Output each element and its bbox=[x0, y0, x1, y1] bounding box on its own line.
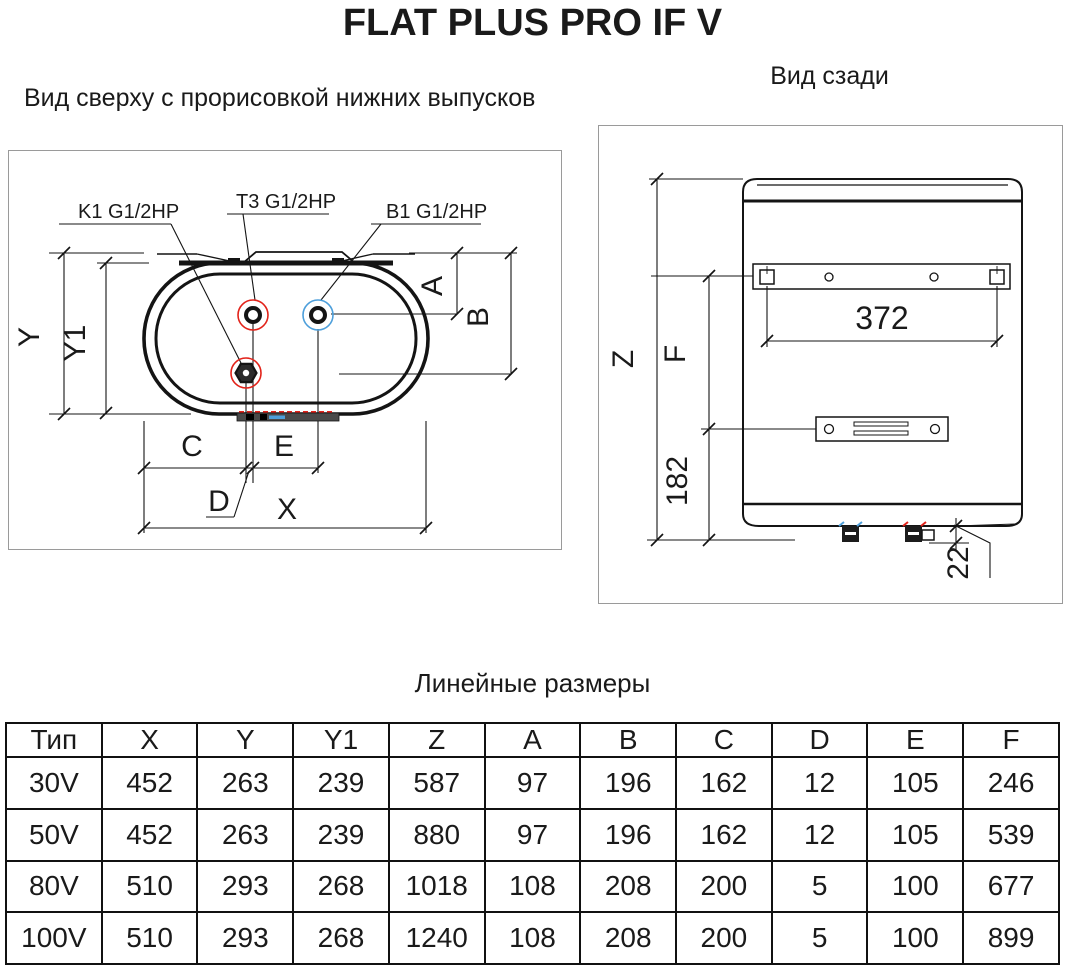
table-row bbox=[6, 912, 1059, 964]
dimension-value: 1018 bbox=[389, 861, 485, 913]
table-header-row bbox=[6, 723, 1059, 757]
dimension-value: 208 bbox=[580, 861, 676, 913]
dimension-value: 208 bbox=[580, 912, 676, 964]
dimension-value: 196 bbox=[580, 757, 676, 809]
dimension-value: 268 bbox=[293, 912, 389, 964]
column-header: A bbox=[485, 723, 581, 757]
column-header: B bbox=[580, 723, 676, 757]
dim-label-372: 372 bbox=[855, 300, 909, 336]
dimension-value: 452 bbox=[102, 757, 198, 809]
column-header: Z bbox=[389, 723, 485, 757]
dimension-value: 677 bbox=[963, 861, 1059, 913]
top-view-panel bbox=[8, 150, 562, 550]
port-label-t3: T3 G1/2HP bbox=[236, 191, 337, 213]
dimension-value: 196 bbox=[580, 809, 676, 861]
dimension-value: 239 bbox=[293, 757, 389, 809]
top-view-drawing bbox=[9, 151, 561, 549]
dimension-value: 246 bbox=[963, 757, 1059, 809]
dimension-value: 100 bbox=[867, 861, 963, 913]
dimension-value: 239 bbox=[293, 809, 389, 861]
dimension-ticks bbox=[651, 173, 1003, 549]
dimension-value: 105 bbox=[867, 809, 963, 861]
port-label-b1: B1 G1/2HP bbox=[386, 201, 488, 223]
dimension-value: 587 bbox=[389, 757, 485, 809]
column-header: Тип bbox=[6, 723, 102, 757]
dimension-value: 293 bbox=[197, 861, 293, 913]
dim-label-d: D bbox=[208, 485, 230, 518]
dim-label-x: X bbox=[276, 493, 298, 526]
dimension-value: 108 bbox=[485, 861, 581, 913]
dimension-value: 200 bbox=[676, 912, 772, 964]
dimension-value: 162 bbox=[676, 757, 772, 809]
tank-top-outline bbox=[144, 252, 428, 414]
row-type: 50V bbox=[6, 809, 102, 861]
pipe-fitting bbox=[922, 530, 934, 540]
row-type: 30V bbox=[6, 757, 102, 809]
column-header: Y1 bbox=[293, 723, 389, 757]
port-label-k1: K1 G1/2HP bbox=[78, 201, 180, 223]
column-header: C bbox=[676, 723, 772, 757]
dim-label-e: E bbox=[273, 430, 295, 463]
row-type: 80V bbox=[6, 861, 102, 913]
dim-label-y1: Y1 bbox=[59, 324, 92, 362]
dimension-value: 162 bbox=[676, 809, 772, 861]
dimension-value: 899 bbox=[963, 912, 1059, 964]
dimension-value: 97 bbox=[485, 809, 581, 861]
dimension-value: 200 bbox=[676, 861, 772, 913]
dimension-value: 105 bbox=[867, 757, 963, 809]
table-row bbox=[6, 757, 1059, 809]
dimension-value: 510 bbox=[102, 861, 198, 913]
dimensions-table bbox=[5, 722, 1060, 965]
dimension-value: 97 bbox=[485, 757, 581, 809]
dimension-value: 452 bbox=[102, 809, 198, 861]
rear-view-dimension-lines bbox=[647, 173, 1015, 578]
dimension-value: 880 bbox=[389, 809, 485, 861]
top-view-caption: Вид сверху с прорисовкой нижних выпусков bbox=[24, 84, 536, 112]
dimension-value: 1240 bbox=[389, 912, 485, 964]
dim-label-f: F bbox=[659, 344, 692, 364]
table-row bbox=[6, 809, 1059, 861]
dim-label-b: B bbox=[462, 306, 495, 328]
dimension-value: 268 bbox=[293, 861, 389, 913]
upper-mounting-bracket bbox=[753, 264, 1010, 289]
column-header: X bbox=[102, 723, 198, 757]
dimension-value: 263 bbox=[197, 757, 293, 809]
dim-label-c: C bbox=[181, 430, 203, 463]
dimension-value: 263 bbox=[197, 809, 293, 861]
rear-view-caption: Вид сзади bbox=[770, 62, 889, 90]
dimension-value: 12 bbox=[772, 809, 868, 861]
column-header: D bbox=[772, 723, 868, 757]
dimension-value: 100 bbox=[867, 912, 963, 964]
dim-label-a: A bbox=[416, 275, 449, 297]
port-b1 bbox=[303, 300, 333, 330]
table-row bbox=[6, 861, 1059, 913]
dimension-value: 5 bbox=[772, 912, 868, 964]
page-title: FLAT PLUS PRO IF V bbox=[342, 2, 723, 44]
row-type: 100V bbox=[6, 912, 102, 964]
dim-label-z: Z bbox=[607, 349, 640, 369]
dimension-value: 293 bbox=[197, 912, 293, 964]
dim-label-22: 22 bbox=[942, 546, 975, 580]
column-header: F bbox=[963, 723, 1059, 757]
bottom-outlet-strip bbox=[237, 412, 339, 421]
rear-view-drawing bbox=[599, 126, 1062, 603]
dim-label-182: 182 bbox=[661, 455, 694, 507]
dimension-value: 12 bbox=[772, 757, 868, 809]
table-title: Линейные размеры bbox=[414, 668, 651, 698]
column-header: E bbox=[867, 723, 963, 757]
rear-view-panel bbox=[598, 125, 1063, 604]
lower-mounting-bracket bbox=[816, 417, 948, 441]
dimension-value: 108 bbox=[485, 912, 581, 964]
tank-rear-outline bbox=[743, 179, 1022, 526]
dimension-value: 510 bbox=[102, 912, 198, 964]
column-header: Y bbox=[197, 723, 293, 757]
dim-label-y: Y bbox=[13, 326, 46, 348]
dimension-value: 5 bbox=[772, 861, 868, 913]
dimension-value: 539 bbox=[963, 809, 1059, 861]
